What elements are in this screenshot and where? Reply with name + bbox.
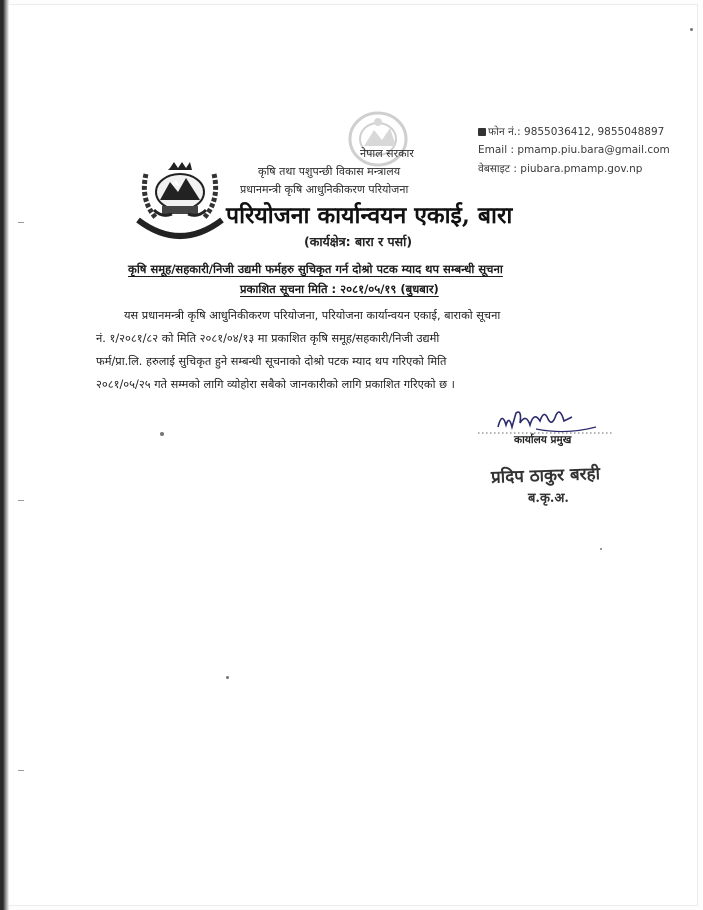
scan-speck (160, 432, 164, 436)
contact-website: वेबसाइट : piubara.pmamp.gov.np (478, 163, 643, 175)
body-line: यस प्रधानमन्त्री कृषि आधुनिकीकरण परियोजना, परियोजना कार्यान्वयन एकाई, बाराको सूचना (124, 309, 501, 322)
scan-mark (18, 500, 24, 501)
ministry-name: कृषि तथा पशुपन्छी विकास मन्त्रालय (258, 165, 401, 178)
body-line: नं. १/२०८१/८२ को मिति २०८१/०४/१३ मा प्रकाशित कृषि समूह/सहकारी/निजी उद्यमी (96, 332, 440, 345)
contact-email: Email : pmamp.piu.bara@gmail.com (478, 144, 670, 156)
scan-mark (18, 770, 24, 771)
office-title: परियोजना कार्यान्वयन एकाई, बारा (226, 202, 513, 229)
scan-mark (18, 222, 24, 223)
signatory-post: ब.कृ.अ. (528, 491, 569, 506)
scan-speck (226, 676, 229, 679)
signatory-title: कार्यालय प्रमुख (514, 434, 572, 446)
signatory-name: प्रदिप ठाकुर बरही (490, 464, 601, 488)
notice-title: कृषि समूह/सहकारी/निजी उद्यमी फर्महरु सुचिकृत गर्न दोश्रो पटक म्याद थप सम्बन्धी सूचना (128, 262, 503, 276)
scan-speck (690, 28, 693, 31)
contact-phone (478, 125, 664, 139)
publication-date: प्रकाशित सूचना मिति : २०८१/०५/१९ (बुधबार) (240, 282, 439, 296)
work-area: (कार्यक्षेत्र: बारा र पर्सा) (304, 234, 413, 249)
scan-speck (600, 548, 602, 550)
contact-phone-text: फोन नं.: 9855036412, 9855048897 (488, 126, 665, 138)
nepal-emblem-icon (132, 160, 228, 242)
body-line: २०८१/०५/२५ गते सम्मको लागि व्योहोरा सबैको जानकारीको लागि प्रकाशित गरिएको छ । (96, 378, 455, 391)
phone-icon (478, 128, 486, 136)
body-line: फर्म/प्रा.लि. हरुलाई सुचिकृत हुने सम्बन्धी सूचनाको दोश्रो पटक म्याद थप गरिएको मिति (96, 355, 447, 368)
project-name: प्रधानमन्त्री कृषि आधुनिकीकरण परियोजना (240, 183, 409, 196)
government-name: नेपाल सरकार (360, 147, 414, 160)
